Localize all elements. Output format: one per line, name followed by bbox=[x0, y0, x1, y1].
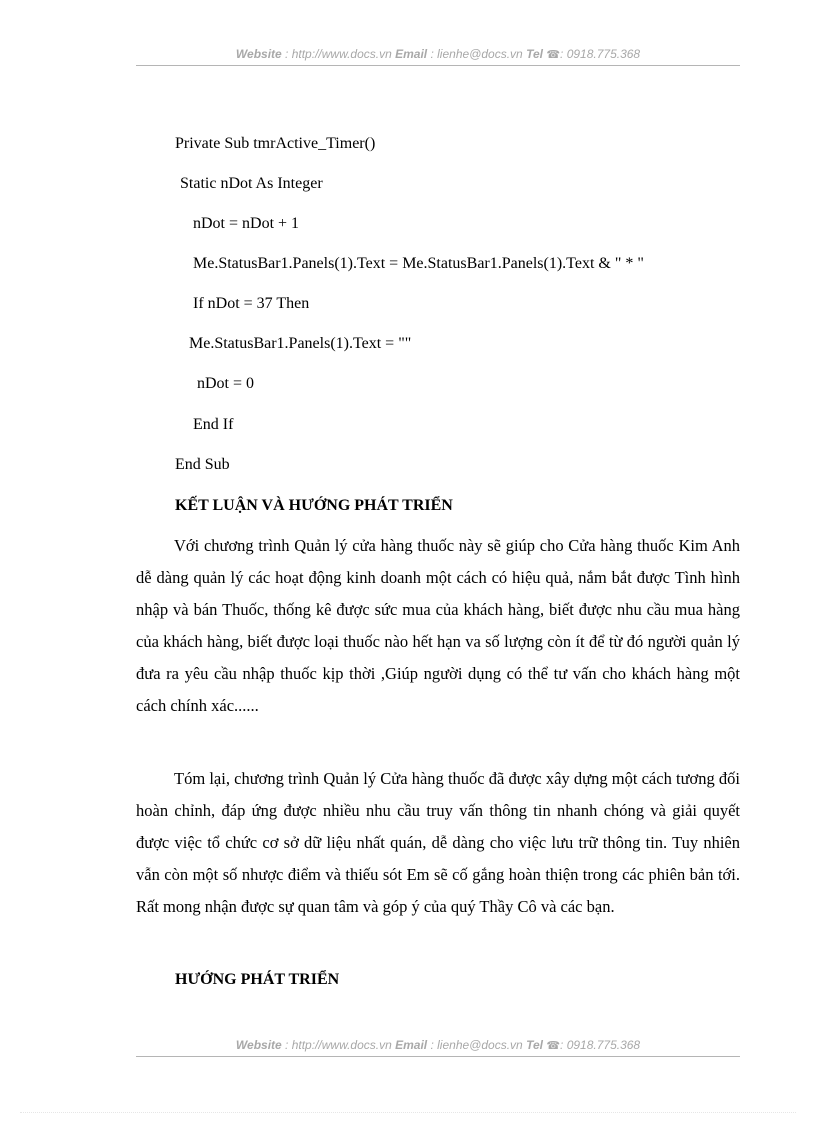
email-label: Email bbox=[395, 1038, 428, 1052]
website-url[interactable]: http://www.docs.vn bbox=[291, 1038, 392, 1052]
tel-number: 0918.775.368 bbox=[566, 47, 641, 61]
phone-icon: ☎ bbox=[546, 49, 561, 61]
paragraph-summary: Tóm lại, chương trình Quản lý Cửa hàng thuốc đã được xây dựng một cách tương đối hoàn chỉnh, đáp ứng được nhiều nhu cầu truy vấn thông tin nhanh chóng và giải quyết được việc tổ chức cơ sở dữ liệu nhất quán, dễ dàng cho việc lưu trữ thông tin. Tuy nhiên vẫn còn một số nhược điểm và thiếu sót Em sẽ cố gắng hoàn thiện trong các phiên bản tới. Rất mong nhận được sự quan tâm và góp ý của quý Thầy Cô và các bạn. bbox=[136, 769, 740, 916]
website-label: Website bbox=[235, 1038, 282, 1052]
paragraph-conclusion: Với chương trình Quản lý cửa hàng thuốc này sẽ giúp cho Cửa hàng thuốc Kim Anh dễ dàng quản lý các hoạt động kinh doanh một cách có hiệu quả, nắm bắt được Tình hình nhập và bán Thuốc, thống kê được sức mua của khách hàng, biết được nhu cầu mua hàng của khách hàng, biết được loại thuốc nào hết hạn va số lượng còn ít để từ đó người quản lý đưa ra yêu cầu nhập thuốc kịp thời ,Giúp người dụng có thể tư vấn cho khách hàng một cách chính xác...... bbox=[136, 536, 740, 715]
code-line: If nDot = 37 Then bbox=[193, 295, 310, 312]
page-edge-divider bbox=[20, 1112, 796, 1113]
code-line: Static nDot As Integer bbox=[180, 175, 323, 192]
section-heading-development: HƯỚNG PHÁT TRIỂN bbox=[175, 971, 340, 988]
phone-icon: ☎ bbox=[546, 1040, 561, 1052]
email-address[interactable]: lienhe@docs.vn bbox=[437, 1038, 523, 1052]
section-heading-conclusion: KẾT LUẬN VÀ HƯỚNG PHÁT TRIỂN bbox=[175, 497, 453, 514]
website-label: Website bbox=[235, 47, 282, 61]
tel-label: Tel bbox=[526, 1038, 543, 1052]
code-line: Me.StatusBar1.Panels(1).Text = "" bbox=[189, 335, 412, 352]
tel-number: 0918.775.368 bbox=[566, 1038, 641, 1052]
code-line: End If bbox=[193, 416, 234, 433]
code-line: Me.StatusBar1.Panels(1).Text = Me.StatusBar1.Panels(1).Text & " * " bbox=[193, 255, 644, 272]
tel-label: Tel bbox=[526, 47, 543, 61]
page-header: Website : http://www.docs.vn Email : lienhe@docs.vn Tel ☎: 0918.775.368 bbox=[136, 47, 740, 66]
code-line: End Sub bbox=[175, 456, 230, 473]
code-line: nDot = nDot + 1 bbox=[193, 215, 300, 232]
page-footer: Website : http://www.docs.vn Email : lienhe@docs.vn Tel ☎: 0918.775.368 bbox=[136, 1038, 740, 1057]
website-url[interactable]: http://www.docs.vn bbox=[291, 47, 392, 61]
code-line: Private Sub tmrActive_Timer() bbox=[175, 135, 376, 152]
email-label: Email bbox=[395, 47, 428, 61]
email-address[interactable]: lienhe@docs.vn bbox=[437, 47, 523, 61]
code-line: nDot = 0 bbox=[197, 375, 255, 392]
